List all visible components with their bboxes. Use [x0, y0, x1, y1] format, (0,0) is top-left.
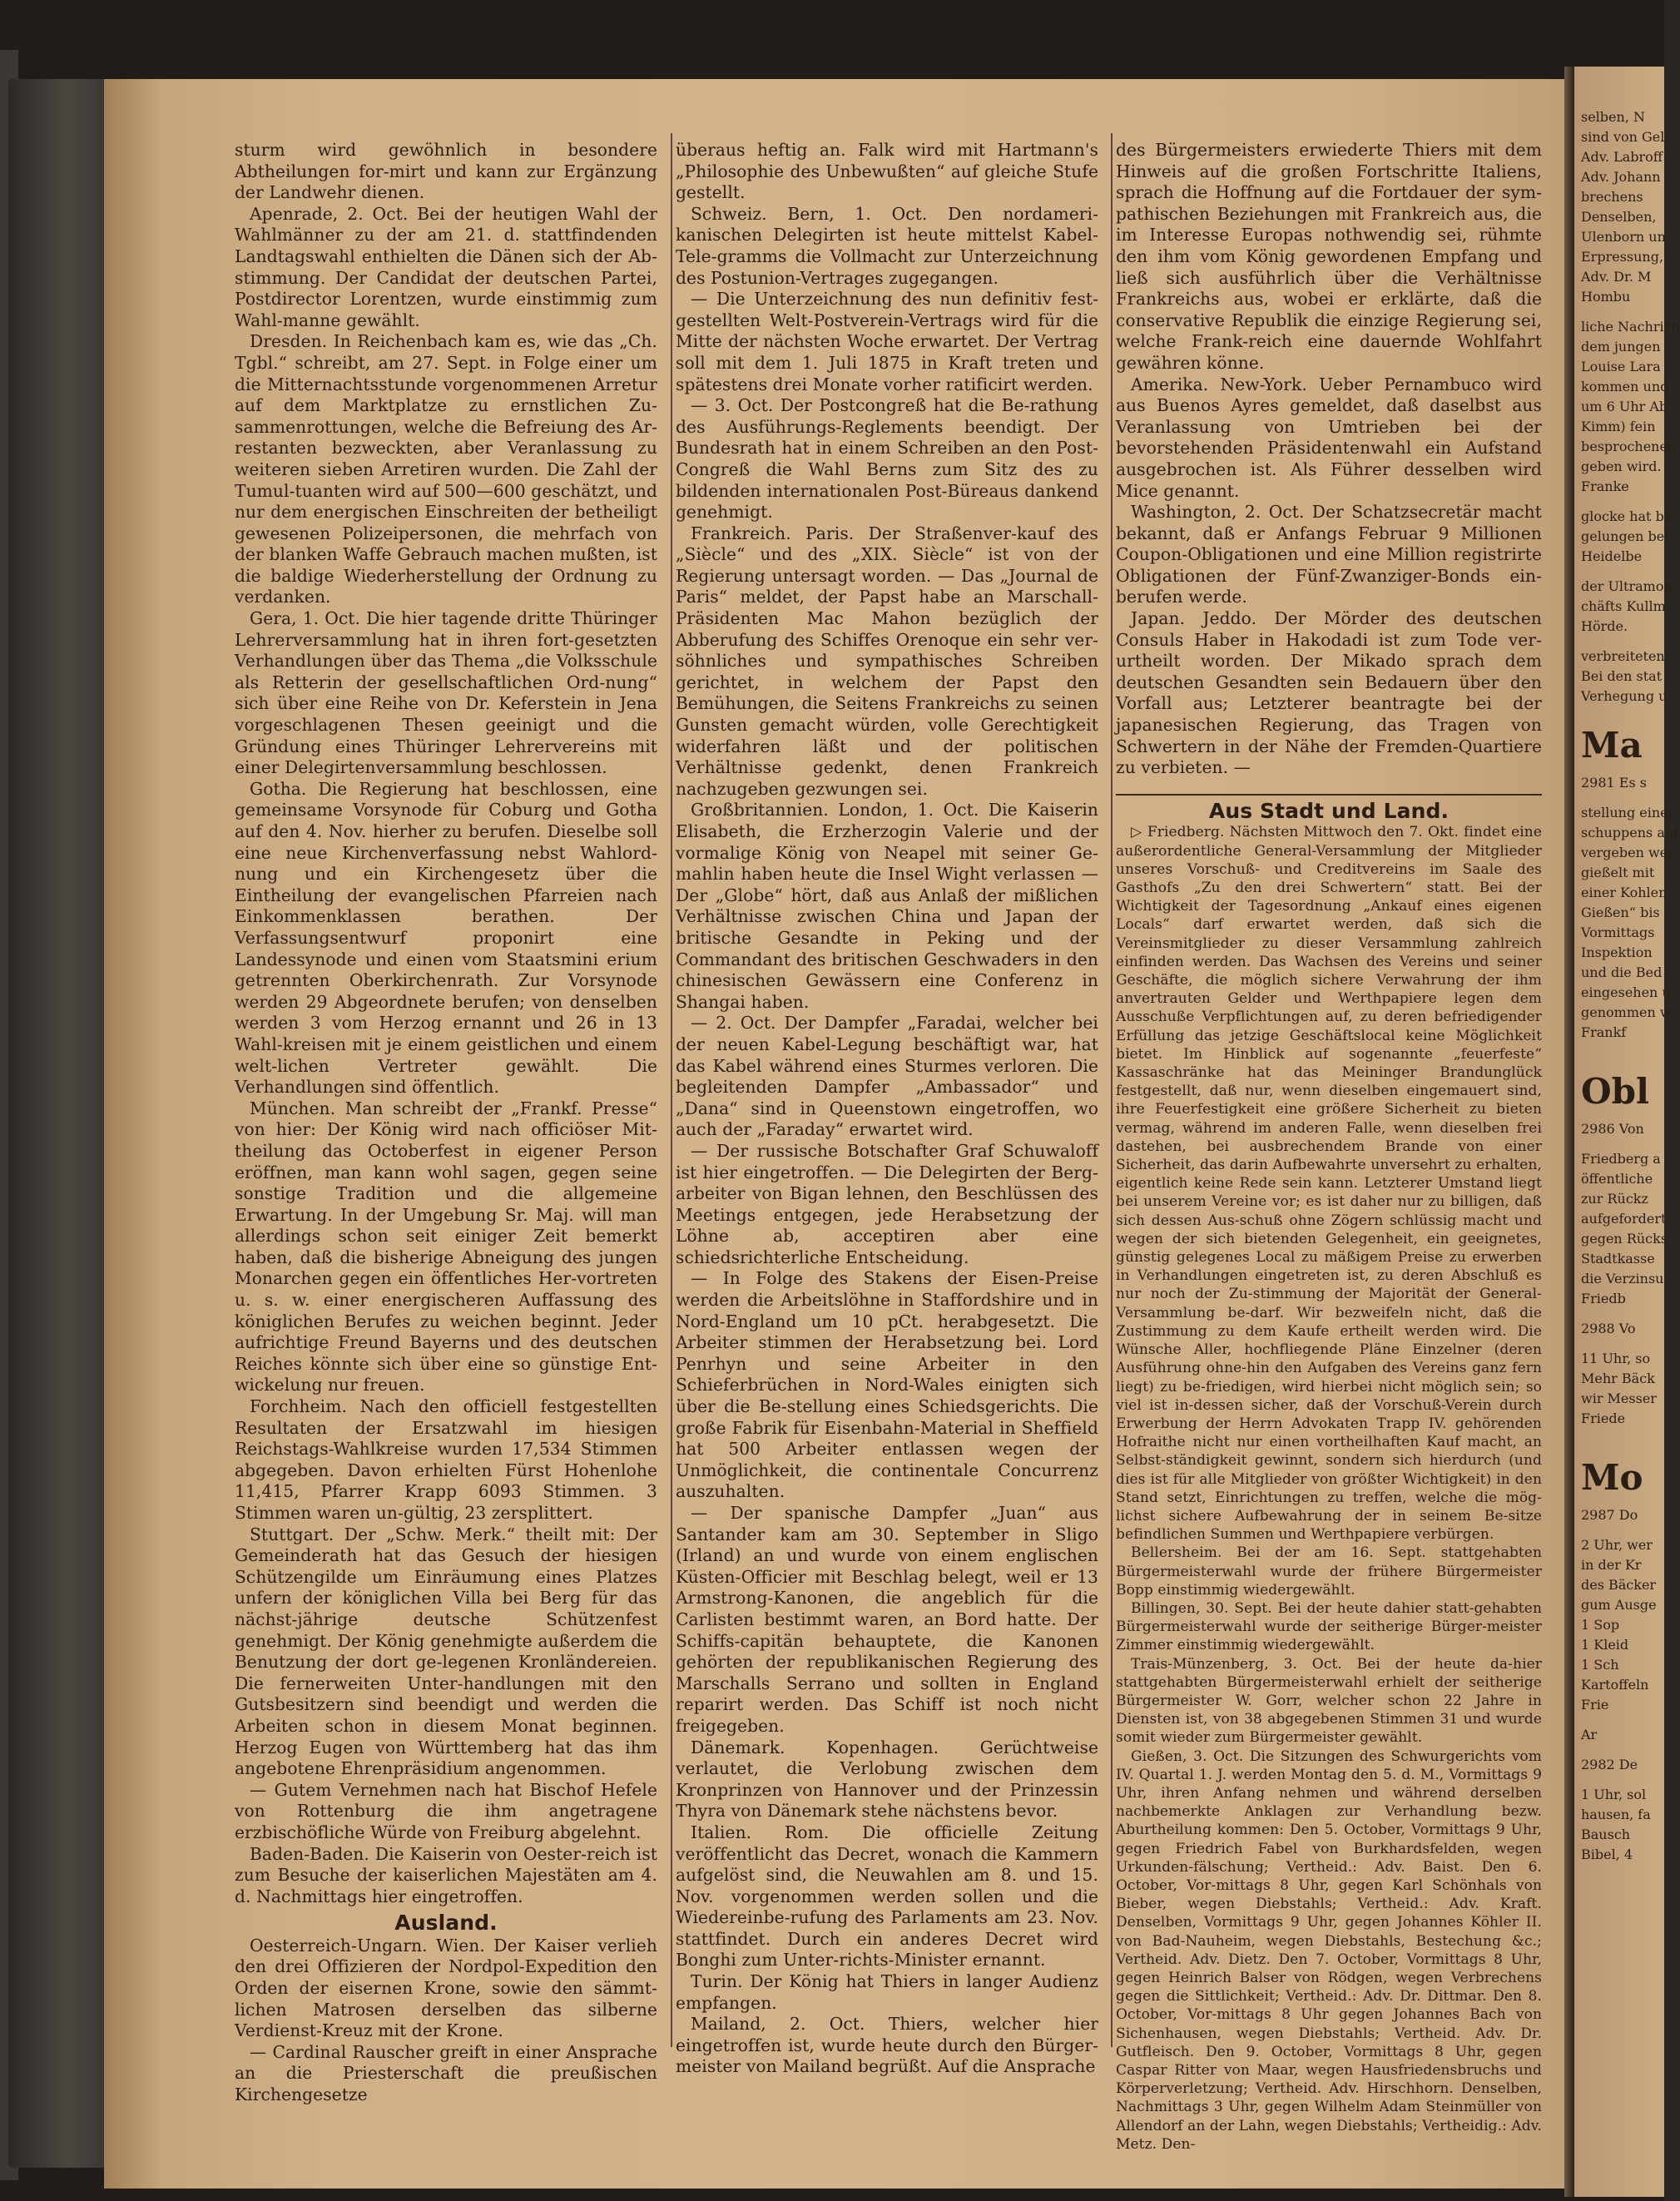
adjacent-page-text: Frankf [1581, 1024, 1627, 1040]
adjacent-page-text: öffentliche [1581, 1171, 1653, 1187]
article-paragraph: — 2. Oct. Der Dampfer „Faradai, welcher bei der neuen Kabel-Legung beschäftigt war, hat das Kabel während eines Sturmes verloren. Die begleitenden Dampfer „Ambassador“ und „Dana“ sind in Queenstown eingetroffen, wo auch der „Faraday“ erwartet wird. [676, 1013, 1098, 1140]
local-news-paragraph: Gießen, 3. Oct. Die Sitzungen des Schwurgerichts vom IV. Quartal 1. J. werden Montag den 5. d. M., Vormittags 9 Uhr, ihren Anfang nehmen und während derselben nachbemerkte Anklagen zur Verhandlung bezw. Aburtheilung kommen: Den 5. October, Vormittags 9 Uhr, gegen Friedrich Fabel von Burkhardsfelden, wegen Urkunden-fälschung; Vertheid.: Adv. Baist. Den 6. October, Vor-mittags 8 Uhr, gegen Karl Schönhals von Bieber, wegen Diebstahls; Vertheid.: Adv. Kraft. Denselben, Vormittags 9 Uhr, gegen Johannes Köhler II. von Bad-Nauheim, wegen Diebstahls, Bestechung &c.; Vertheid. Adv. Dietz. Den 7. October, Vormittags 8 Uhr, gegen Heinrich Balser von Rödgen, wegen Verbrechens gegen die Sittlichkeit; Vertheid.: Adv. Dr. Dittmar. Den 8. October, Vor-mittags 8 Uhr gegen Johannes Bach von Sichenhausen, wegen Diebstahls; Vertheid. Adv. Dr. Gutfleisch. Den 9. October, Vormittags 8 Uhr, gegen Caspar Ritter von Maar, wegen Hausfriedensbruchs und Körperverletzung; Vertheid. Adv. Hirschhorn. Denselben, Nachmittags 3 Uhr, gegen Wilhelm Adam Steinmüller von Allendorf an der Lahn, wegen Diebstahls; Vertheidig.: Adv. Metz. Den- [1116, 1747, 1542, 2153]
adjacent-page-text: Bausch [1581, 1827, 1631, 1842]
adjacent-page-text: hausen, fa [1581, 1807, 1651, 1822]
section-heading-ausland: Ausland. [394, 1911, 498, 1936]
adjacent-page-text: und die Bed [1581, 964, 1663, 980]
adjacent-page-text: Erpressung, [1581, 249, 1664, 265]
adjacent-page-text: chäfts Kullm [1581, 598, 1666, 614]
article-paragraph: München. Man schreibt der „Frankf. Presse“ von hier: Der König wird nach officiöser Mit-theilung das Octoberfest in eigener Person eröffnen, man kann wohl sagen, gegen seine sonstige Tradition und die allgemeine Erwartung. In der Umgebung Sr. Maj. will man allerdings schon seit einiger Zeit bemerkt haben, daß die bisherige Abneigung des jungen Monarchen gegen ein öffentliches Her-vortreten u. s. w. einer energischeren Auffassung des königlichen Berufes zu weichen beginnt. Jeder aufrichtige Freund Bayerns und des deutschen Reiches könnte sich über eine so günstige Ent-wickelung nur freuen. [235, 1098, 657, 1395]
column-3 [1116, 140, 1542, 2154]
adjacent-page-text: Ulenborn un [1581, 229, 1666, 245]
adjacent-page-text: eingesehen u [1581, 984, 1671, 1000]
adjacent-page-text: Adv. Dr. M [1581, 269, 1652, 285]
adjacent-page-text: Vormittags [1581, 925, 1655, 940]
adjacent-page-text: der Ultramon [1581, 578, 1673, 594]
adjacent-page-text: liche Nachrich [1581, 319, 1680, 335]
adjacent-page-text: Obl [1581, 1071, 1649, 1112]
article-paragraph: — Die Unterzeichnung des nun definitiv fest-gestellten Welt-Postverein-Vertrags wird für die Mitte der nächsten Woche erwartet. Der Vertrag soll mit dem 1. Juli 1875 in Kraft treten und spätestens drei Monate vorher ratificirt werden. [676, 289, 1098, 394]
adjacent-page-text: 2982 De [1581, 1757, 1638, 1772]
adjacent-page-text: 2986 Von [1581, 1121, 1644, 1137]
adjacent-page-text: 2 Uhr, wer [1581, 1537, 1653, 1553]
article-paragraph: überaus heftig an. Falk wird mit Hartmann's „Philosophie des Unbewußten“ auf gleiche Stufe gestellt. [676, 140, 1098, 203]
adjacent-page-text: Inspektion [1581, 944, 1653, 960]
article-paragraph: Dänemark. Kopenhagen. Gerüchtweise verlautet, die Verlobung zwischen dem Kronprinzen von Hannover und der Prinzessin Thyra von Dänemark stehe nächstens bevor. [676, 1737, 1098, 1822]
article-paragraph: Amerika. New-York. Ueber Pernambuco wird aus Buenos Ayres gemeldet, daß daselbst aus Veranlassung von Umtrieben bei der bevorstehenden Präsidentenwahl ein Aufstand ausgebrochen ist. Als Führer desselben wird Mice genannt. [1116, 374, 1542, 501]
adjacent-page-text: 11 Uhr, so [1581, 1351, 1651, 1366]
adjacent-page-text: gum Ausge [1581, 1597, 1657, 1613]
adjacent-page-text: 1 Sop [1581, 1617, 1620, 1633]
adjacent-page-text: verbreiteten [1581, 648, 1665, 664]
adjacent-page-text: schuppens auf [1581, 825, 1679, 840]
adjacent-page-text: Adv. Johann [1581, 169, 1661, 185]
article-paragraph: — Cardinal Rauscher greift in einer Ansprache an die Priesterschaft die preußischen Kirchengesetze [235, 2041, 657, 2105]
adjacent-page-text: Adv. Labroff [1581, 149, 1663, 165]
adjacent-page-text: Denselben, [1581, 209, 1657, 225]
adjacent-page-text: 2988 Vo [1581, 1321, 1636, 1336]
adjacent-page-text: um 6 Uhr Ab [1581, 399, 1668, 414]
article-paragraph: Großbritannien. London, 1. Oct. Die Kaiserin Elisabeth, die Erzherzogin Valerie und der vormalige König von Neapel mit seiner Ge-mahlin haben heute die Insel Wight verlassen — Der „Globe“ hört, daß aus Anlaß der mißlichen Verhältnisse zwischen China und Japan der britische Gesandte in Peking und der Commandant des britischen Geschwaders in den chinesischen Gewässern eine Conferenz in Shangai haben. [676, 800, 1098, 1012]
adjacent-page-text: Bibel, 4 [1581, 1847, 1633, 1862]
article-paragraph: Gera, 1. Oct. Die hier tagende dritte Thüringer Lehrerversammlung hat in ihren fort-gesetzten Verhandlungen über das Thema „die Volksschule als Retterin der gesellschaftlichen Ord-nung“ sich über eine Reihe von Dr. Keferstein in Jena vorgeschlagenen Thesen geeinigt und die Gründung eines Thüringer Lehrervereins mit einer Delegirtenversammlung beschlossen. [235, 608, 657, 778]
adjacent-page-text: Louise Lara [1581, 359, 1661, 374]
adjacent-page-text: besprochenen [1581, 439, 1677, 454]
article-paragraph: Oesterreich-Ungarn. Wien. Der Kaiser verlieh den drei Offizieren der Nordpol-Expedition den Orden der eisernen Krone, sowie den sämmt-lichen Matrosen derselben das silberne Verdienst-Kreuz mit der Krone. [235, 1935, 657, 2041]
adjacent-page-text: 1 Sch [1581, 1657, 1619, 1673]
adjacent-page-text: des Bäcker [1581, 1577, 1657, 1593]
adjacent-page-text: die Verzinsu [1581, 1271, 1664, 1286]
section-heading-stadt-und-land: Aus Stadt und Land. [1208, 798, 1450, 823]
adjacent-page-text: selben, N [1581, 109, 1645, 125]
adjacent-page-text: Friede [1581, 1410, 1626, 1426]
book-cover-edge [8, 79, 108, 2168]
article-paragraph: Gotha. Die Regierung hat beschlossen, eine gemeinsame Vorsynode für Coburg und Gotha auf den 4. Nov. hierher zu berufen. Dieselbe soll eine neue Kirchenverfassung nebst Wahlord-nung und ein Kirchengesetz über die Eintheilung der evangelischen Pfarreien nach Einkommenklassen berathen. Der Verfassungsentwurf proponirt eine Landessynode und einen vom Staatsmini erium getrennten Oberkirchenrath. Zur Vorsynode werden 29 Abgeordnete berufen; von denselben werden 3 vom Herzog ernannt und 26 in 13 Wahl-kreisen mit je einem geistlichen und einem welt-lichen Vertreter gewählt. Die Verhandlungen sind öffentlich. [235, 778, 657, 1098]
article-paragraph: Dresden. In Reichenbach kam es, wie das „Ch. Tgbl.“ schreibt, am 27. Sept. in Folge einer um die Mitternachtsstunde vorgenommenen Arretur auf dem Marktplatze zu ernstlichen Zu-sammenrottungen, welche die Befreiung des Ar-restanten bezweckten, aber Veranlassung zu weiteren sieben Arretiren wurden. Die Zahl der Tumul-tuanten wird auf 500—600 geschätzt, und nur dem energischen Einschreiten der betheiligt gewesenen Polizeipersonen, die mehrfach von der blanken Waffe Gebrauch machen mußten, ist die baldige Wiederherstellung der Ordnung zu verdanken. [235, 331, 657, 607]
adjacent-page-text: 1 Kleid [1581, 1637, 1629, 1653]
article-paragraph: — In Folge des Stakens der Eisen-Preise werden die Arbeitslöhne in Staffordshire und in Nord-England um 10 pCt. herabgesetzt. Die Arbeiter stimmen der Herabsetzung bei. Lord Penrhyn und seine Arbeiter in den Schieferbrüchen in Nord-Wales einigten sich über die Be-stellung eines Schiedsgerichts. Die große Fabrik für Eisenbahn-Material in Sheffield hat 500 Arbeiter entlassen wegen der Unmöglichkeit, die continentale Concurrenz auszuhalten. [676, 1268, 1098, 1502]
adjacent-page-text: Heidelbe [1581, 548, 1643, 564]
column-rule-2 [1111, 133, 1113, 2047]
article-paragraph: Stuttgart. Der „Schw. Merk.“ theilt mit: Der Gemeinderath hat das Gesuch der hiesigen Schützengilde um Einräumung eines Platzes unfern der königlichen Villa bei Berg für das nächst-jährige deutsche Schützenfest genehmigt. Der König genehmigte außerdem die Benutzung der dort ge-legenen Kronländereien. Die fernerweiten Unter-handlungen mit den Gutsbesitzern sind beendigt und werden die Arbeiten schon in diesem Monat beginnen. Herzog Eugen von Württemberg hat das ihm angebotene Ehrenpräsidium angenommen. [235, 1524, 657, 1779]
adjacent-page-text: gießelt mit [1581, 865, 1655, 880]
article-paragraph: Italien. Rom. Die officielle Zeitung veröffentlicht das Decret, wonach die Kammern aufgelöst sind, die Neuwahlen am 8. und 15. Nov. vorgenommen werden sollen und die Wiedereinbe-rufung des Parlaments am 23. Nov. stattfindet. Durch ein anderes Decret wird Bonghi zum Unter-richts-Minister ernannt. [676, 1822, 1098, 1970]
adjacent-page-text: aufgefordert [1581, 1211, 1667, 1227]
adjacent-page-text: vergeben wer [1581, 845, 1674, 860]
adjacent-page-text: Gießen“ bis [1581, 905, 1660, 920]
adjacent-page-text: Verhegung u [1581, 688, 1668, 704]
column-2 [676, 140, 1098, 2078]
adjacent-page-text: Franke [1581, 478, 1629, 494]
adjacent-page-text: sind von Gel [1581, 129, 1665, 145]
article-paragraph: des Bürgermeisters erwiederte Thiers mit dem Hinweis auf die großen Fortschritte Italiens, sprach die Hoffnung auf die Fortdauer der sym-pathischen Beziehungen mit Frankreich aus, die im Interesse Europas nothwendig sei, rühmte den ihm vom König gewordenen Empfang und ließ sich ausführlich über die Verhältnisse Frankreichs aus, wobei er erklärte, daß die conservative Republik die einzige Regierung sei, welche Frank-reich eine dauernde Wohlfahrt gewähren könne. [1116, 140, 1542, 373]
adjacent-page-text: kommen und [1581, 379, 1669, 394]
article-paragraph: Baden-Baden. Die Kaiserin von Oester-reich ist zum Besuche der kaiserlichen Majestäten am 4. d. Nachmittags hier eingetroffen. [235, 1843, 657, 1906]
article-paragraph: — Der russische Botschafter Graf Schuwaloff ist hier eingetroffen. — Die Delegirten der Berg-arbeiter von Bigan lehnen, den Beschlüssen des Meetings entgegen, jede Herabsetzung der Löhne ab, acceptiren aber eine schiedsrichterliche Entscheidung. [676, 1140, 1098, 1267]
article-paragraph: Mailand, 2. Oct. Thiers, welcher hier eingetroffen ist, wurde heute durch den Bürger-meister von Mailand begrüßt. Auf die Ansprache [676, 2014, 1098, 2077]
adjacent-page-text: 2987 Do [1581, 1507, 1638, 1523]
article-paragraph: — 3. Oct. Der Postcongreß hat die Be-rathung des Ausführungs-Reglements beendigt. Der Bundesrath hat in einem Schreiben an den Post-Congreß die Wahl Berns zum Sitz des zu bildenden internationalen Post-Büreaus dankend genehmigt. [676, 395, 1098, 523]
article-paragraph: Frankreich. Paris. Der Straßenver-kauf des „Siècle“ und des „XIX. Siècle“ ist von der Regierung untersagt worden. — Das „Journal de Paris“ meldet, der Papst habe an Marschall-Präsidenten Mac Mahon bezüglich der Abberufung des Schiffes Orenoque ein sehr ver-söhnliches und sympathisches Schreiben gerichtet, in welchem der Papst den Bemühungen, die Seitens Frankreichs zu seinen Gunsten gemacht würden, volle Gerechtigkeit widerfahren läßt und der politischen Verhältnisse gedenkt, denen Frankreich nachzugeben gezwungen sei. [676, 523, 1098, 799]
adjacent-page-text: glocke hat be [1581, 508, 1673, 524]
adjacent-page-text: in der Kr [1581, 1557, 1642, 1573]
adjacent-page-text: Friedb [1581, 1291, 1626, 1306]
column-1 [235, 140, 657, 2106]
adjacent-page-text: geben wird. [1581, 459, 1662, 474]
adjacent-page-text: Ar [1581, 1727, 1598, 1742]
adjacent-page-text: Kimm) fein [1581, 419, 1656, 434]
local-news-paragraph: Trais-Münzenberg, 3. Oct. Bei der heute da-hier stattgehabten Bürgermeisterwahl erhielt der seitherige Bürgermeister W. Gorr, welcher schon 22 Jahre in Diensten ist, von 38 abgegebenen Stimmen 31 und wurde somit wieder zum Bürgermeister gewählt. [1116, 1655, 1542, 1747]
adjacent-page-text: 2981 Es s [1581, 775, 1647, 791]
column-rule-1 [671, 133, 672, 2047]
adjacent-page-text: Bei den stat [1581, 668, 1663, 684]
adjacent-page-text: gelungen bei [1581, 528, 1669, 544]
section-divider [1116, 782, 1542, 796]
adjacent-page-text: Friedberg a [1581, 1151, 1661, 1167]
adjacent-page-text: Stadtkasse [1581, 1251, 1655, 1267]
article-paragraph: — Gutem Vernehmen nach hat Bischof Hefele von Rottenburg die ihm angetragene erzbischöfliche Würde von Freiburg abgelehnt. [235, 1779, 657, 1842]
adjacent-page-text: einer Kohlen [1581, 885, 1668, 900]
article-paragraph: Apenrade, 2. Oct. Bei der heutigen Wahl der Wahlmänner zu der am 21. d. stattfindenden Landtagswahl enthielten die Dänen sich der Ab-stimmung. Der Candidat der deutschen Partei, Postdirector Lorentzen, wurde einstimmig zum Wahl-manne gewählt. [235, 203, 657, 330]
article-paragraph: sturm wird gewöhnlich in besondere Abtheilungen for-mirt und kann zur Ergänzung der Landwehr dienen. [235, 140, 657, 203]
local-news-paragraph: Bellersheim. Bei der am 16. Sept. stattgehabten Bürgermeisterwahl wurde der frühere Bürgermeister Bopp einstimmig wiedergewählt. [1116, 1544, 1542, 1599]
article-paragraph: Turin. Der König hat Thiers in langer Audienz empfangen. [676, 1971, 1098, 2013]
article-paragraph: Japan. Jeddo. Der Mörder des deutschen Consuls Haber in Hakodadi ist zum Tode ver-urtheilt worden. Der Mikado sprach dem deutschen Gesandten sein Bedauern über den Vorfall aus; Letzterer beantragte bei der japanesischen Regierung, das Tragen von Schwertern in der Nähe der Fremden-Quartiere zu verbieten. — [1116, 608, 1542, 778]
adjacent-page-text: Hombu [1581, 289, 1631, 305]
adjacent-page-text: brechens [1581, 189, 1643, 205]
adjacent-page-text: Hörde. [1581, 618, 1628, 634]
local-news-paragraph: ▷ Friedberg. Nächsten Mittwoch den 7. Okt. findet eine außerordentliche General-Versammlung der Mitglieder unseres Vorschuß- und Creditvereins im Saale des Gasthofs „Zu den drei Schwertern“ statt. Bei der Wichtigkeit der Tagesordnung „Ankauf eines eigenen Locals“ darf erwartet werden, daß sich die Vereinsmitglieder zu dieser Versammlung zahlreich einfinden werden. Das Wachsen des Vereins und seiner Geschäfte, die möglich sichere Verwahrung der ihm anvertrauten Gelder und Werthpapiere legen dem Ausschuße Verpflichtungen auf, zu deren befriedigender Erfüllung das jetzige Geschäftslocal keine Möglichkeit bietet. Im Hinblick auf sogenannte „feuerfeste“ Kassaschränke hat das Meininger Brandunglück festgestellt, daß nur, wenn dieselben eingemauert sind, ihre Feuerfestigkeit eine größere Sicherheit zu bieten vermag, während im anderen Falle, wenn dieselben frei dastehen, bei ausbrechendem Brande von einer Sicherheit, das darin Aufbewahrte unversehrt zu erhalten, eigentlich keine Rede sein kann. Letzterer Umstand liegt bei unserem Vereine vor; es ist daher nur zu billigen, daß sich dessen Aus-schuß ohne Zögern schlüssig macht und wegen der sich bietenden Gelegenheit, ein geeignetes, günstig gelegenes Local zu mäßigem Preise zu erwerben in Verhandlungen eingetreten ist, zu deren Abschluß es nur noch der Zu-stimmung der Majorität der General-Versammlung be-darf. Wir bezweifeln nicht, daß die Zustimmung zu dem Kaufe ertheilt werden wird. Die Wünsche Aller, hochfliegende Pläne Einzelner (deren Ausführung ohne-hin den Aufgaben des Vereins ganz fern liegt) zu be-friedigen, wird hierbei nicht möglich sein; so viel ist in-dessen sicher, daß der Vorschuß-Verein durch Erwerbung der Herrn Advokaten Trapp IV. gehörenden Hofraithe nicht nur einen vortheilhaften Kauf macht, an Selbst-ständigkeit gewinnt, sondern sich hierdurch (und dies ist für alle Mitglieder von größter Wichtigkeit) in den Stand setzt, Einrichtungen zu treffen, welche die mög-lichst sichere Aufbewahrung der in seinem Be-sitze befindlichen Summen und Werthpapiere verbürgen. [1116, 824, 1542, 1544]
adjacent-page-text: Frie [1581, 1697, 1609, 1713]
adjacent-page-text: wir Messer [1581, 1390, 1657, 1406]
adjacent-page-text: Kartoffeln [1581, 1677, 1649, 1693]
gutter-shadow [1564, 67, 1574, 2197]
article-paragraph: Schweiz. Bern, 1. Oct. Den nordameri-kanischen Delegirten ist heute mittelst Kabel-Tele-gramms die Vollmacht zur Unterzeichnung des Postunion-Vertrages zugegangen. [676, 203, 1098, 288]
article-paragraph: — Der spanische Dampfer „Juan“ aus Santander kam am 30. September in Sligo (Irland) an und wurde von einem englischen Küsten-Officier mit Beschlag belegt, weil er 13 Armstrong-Kanonen, die angeblich für die Carlisten bestimmt waren, an Bord hatte. Der Schiffs-capitän behauptete, die Kanonen gehörten der republikanischen Regierung des Marschalls Serrano und sollten in England reparirt werden. Das Schiff ist noch nicht freigegeben. [676, 1503, 1098, 1736]
article-paragraph: Washington, 2. Oct. Der Schatzsecretär macht bekannt, daß er Anfangs Februar 9 Millionen Coupon-Obligationen und eine Million registrirte Obligationen der Fünf-Zwanziger-Bonds ein-berufen werde. [1116, 502, 1542, 607]
adjacent-page-text: Mehr Bäck [1581, 1371, 1655, 1386]
local-news-paragraph: Billingen, 30. Sept. Bei der heute dahier statt-gehabten Bürgermeisterwahl wurde der seitherige Bürger-meister Zimmer einstimmig wiedergewählt. [1116, 1599, 1542, 1654]
adjacent-page-text: gegen Rücks [1581, 1231, 1668, 1247]
adjacent-page-text: stellung einer [1581, 805, 1675, 820]
adjacent-page-text: zur Rückz [1581, 1191, 1648, 1207]
adjacent-page-text: genommen w [1581, 1004, 1672, 1020]
adjacent-page-text: Ma [1581, 725, 1643, 766]
adjacent-page-text: 1 Uhr, sol [1581, 1787, 1647, 1802]
adjacent-page-text: dem jungen [1581, 339, 1661, 354]
adjacent-page-text: Mo [1581, 1457, 1643, 1498]
article-paragraph: Forchheim. Nach den officiell festgestellten Resultaten der Ersatzwahl im hiesigen Reichstags-Wahlkreise wurden 17,534 Stimmen abgegeben. Davon erhielten Fürst Hohenlohe 11,415, Pfarrer Krapp 6093 Stimmen. 3 Stimmen waren un-gültig, 23 zersplittert. [235, 1396, 657, 1523]
